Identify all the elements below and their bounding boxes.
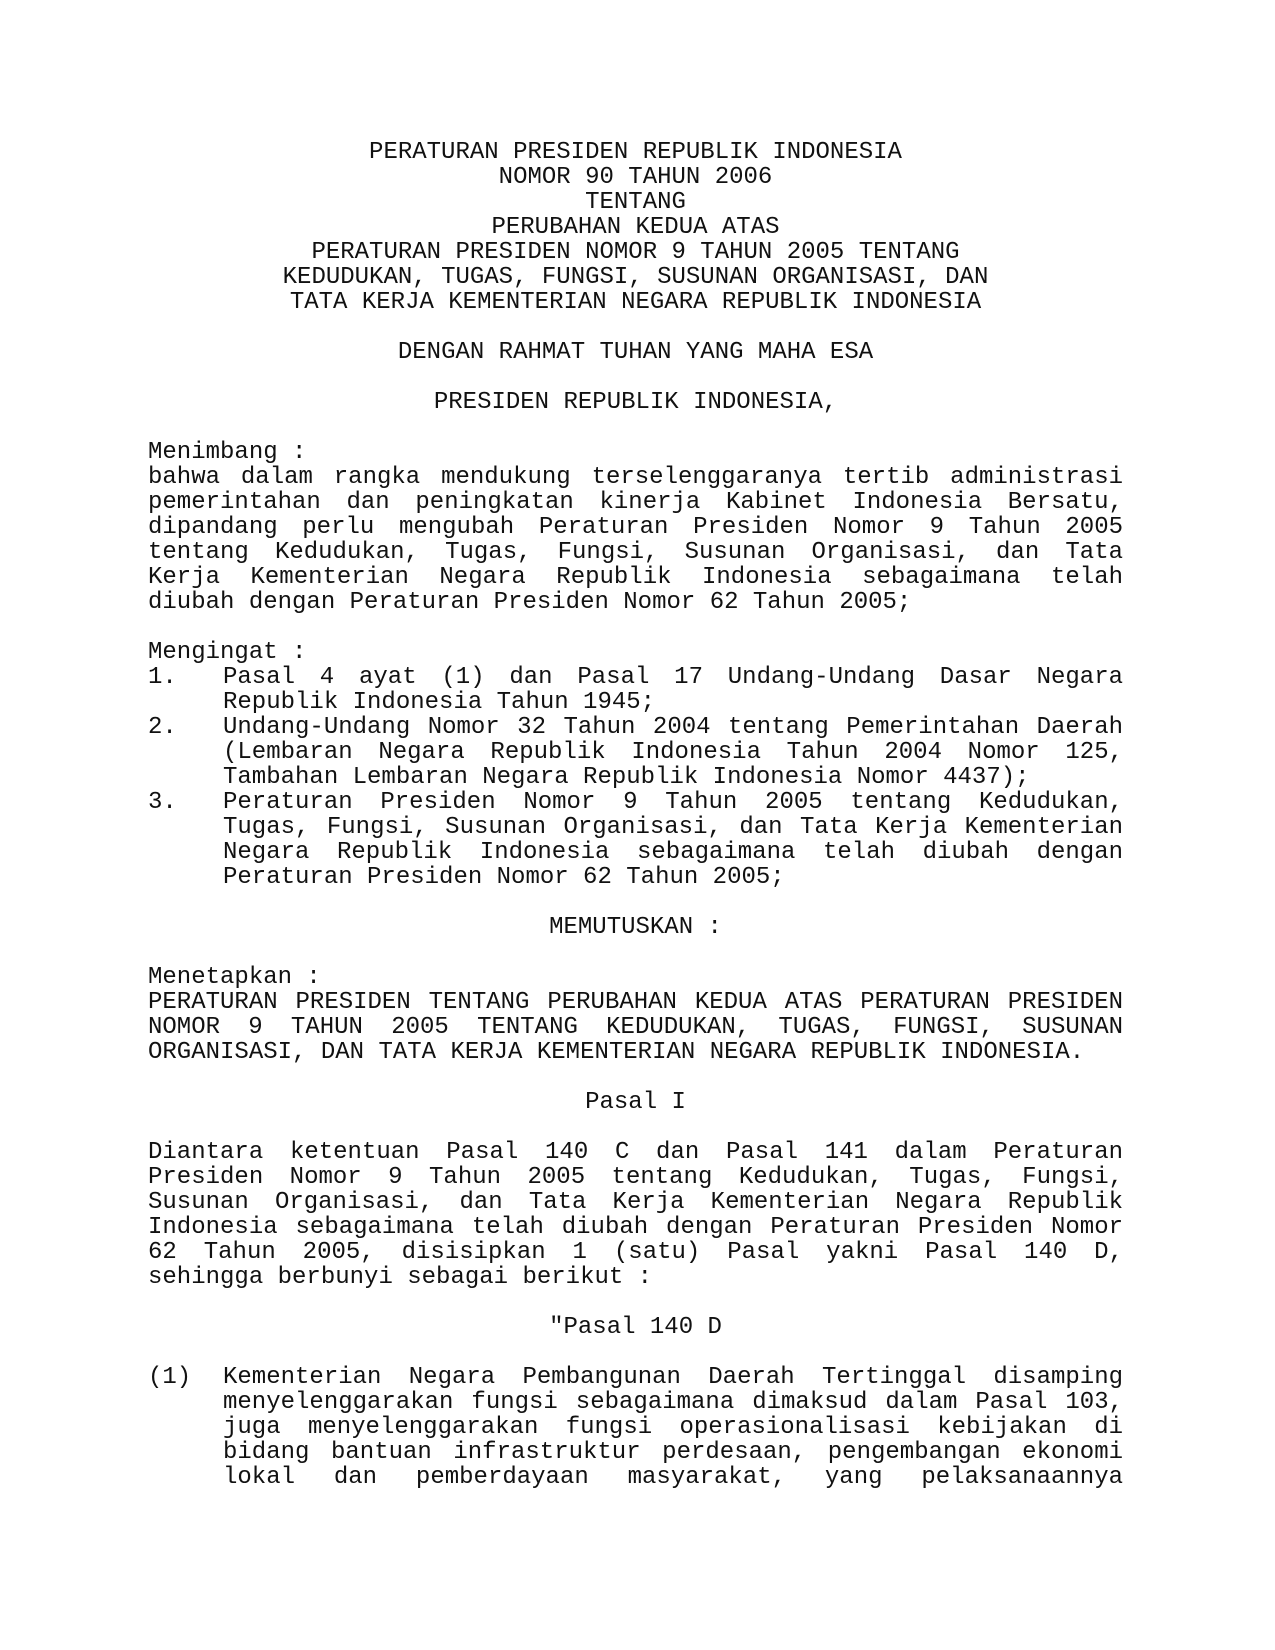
- menetapkan-section: [148, 965, 1123, 1065]
- text-line: Presiden Nomor 9 Tahun 2005 tentang Kedudukan, Tugas, Fungsi,: [148, 1164, 1123, 1191]
- list-item: [148, 790, 1123, 890]
- text-line: Tambahan Lembaran Negara Republik Indonesia Nomor 4437);: [223, 764, 1030, 791]
- list-item: [148, 715, 1123, 790]
- text-line: Indonesia sebagaimana telah diubah dengan Peraturan Presiden Nomor: [148, 1214, 1123, 1241]
- text-line: 62 Tahun 2005, disisipkan 1 (satu) Pasal yakni Pasal 140 D,: [148, 1239, 1123, 1266]
- title-line: KEDUDUKAN, TUGAS, FUNGSI, SUSUNAN ORGANISASI, DAN: [282, 264, 989, 291]
- text-line: pemerintahan dan peningkatan kinerja Kabinet Indonesia Bersatu,: [148, 489, 1123, 516]
- list-item: [148, 665, 1123, 715]
- text-line: Peraturan Presiden Nomor 9 Tahun 2005 tentang Kedudukan,: [223, 789, 1123, 816]
- text-line: Undang-Undang Nomor 32 Tahun 2004 tentang Pemerintahan Daerah: [223, 714, 1123, 741]
- text-line: diubah dengan Peraturan Presiden Nomor 62 Tahun 2005;: [148, 589, 912, 616]
- title-line: PERATURAN PRESIDEN REPUBLIK INDONESIA: [369, 139, 902, 166]
- menimbang-section: [148, 440, 1123, 615]
- pasal-140d-heading: "Pasal 140 D: [549, 1314, 722, 1341]
- list-item-number: 3.: [148, 789, 177, 816]
- text-line: Diantara ketentuan Pasal 140 C dan Pasal 141 dalam Peraturan: [148, 1139, 1123, 1166]
- text-line: Susunan Organisasi, dan Tata Kerja Kementerian Negara Republik: [148, 1189, 1123, 1216]
- title-line: PERUBAHAN KEDUA ATAS: [491, 214, 780, 241]
- text-line: bidang bantuan infrastruktur perdesaan, pengembangan ekonomi: [223, 1439, 1123, 1466]
- mengingat-section: [148, 640, 1123, 890]
- text-line: (Lembaran Negara Republik Indonesia Tahun 2004 Nomor 125,: [223, 739, 1123, 766]
- president-line: PRESIDEN REPUBLIK INDONESIA,: [433, 389, 838, 416]
- text-line: Republik Indonesia Tahun 1945;: [223, 689, 656, 716]
- text-line: Kementerian Negara Pembangunan Daerah Tertinggal disamping: [223, 1364, 1123, 1391]
- title-line: PERATURAN PRESIDEN NOMOR 9 TAHUN 2005 TENTANG: [311, 239, 960, 266]
- text-line: PERATURAN PRESIDEN TENTANG PERUBAHAN KEDUA ATAS PERATURAN PRESIDEN: [148, 989, 1123, 1016]
- menetapkan-text: [148, 990, 1123, 1065]
- menetapkan-label: Menetapkan :: [148, 964, 321, 991]
- document-title: [148, 140, 1123, 315]
- text-line: ORGANISASI, DAN TATA KERJA KEMENTERIAN NEGARA REPUBLIK INDONESIA.: [148, 1039, 1085, 1066]
- list-item-number: 2.: [148, 714, 177, 741]
- list-item: [148, 1365, 1123, 1490]
- blessing-line: DENGAN RAHMAT TUHAN YANG MAHA ESA: [397, 339, 874, 366]
- text-line: Peraturan Presiden Nomor 62 Tahun 2005;: [223, 864, 785, 891]
- text-line: sehingga berbunyi sebagai berikut :: [148, 1264, 653, 1291]
- text-line: Negara Republik Indonesia sebagaimana telah diubah dengan: [223, 839, 1123, 866]
- title-line: TENTANG: [585, 189, 686, 216]
- text-line: lokal dan pemberdayaan masyarakat, yang pelaksanaannya: [223, 1464, 1123, 1491]
- text-line: Kerja Kementerian Negara Republik Indonesia sebagaimana telah: [148, 564, 1123, 591]
- text-line: menyelenggarakan fungsi sebagaimana dimaksud dalam Pasal 103,: [223, 1389, 1123, 1416]
- document-page: [148, 140, 1123, 1490]
- list-item-number: 1.: [148, 664, 177, 691]
- text-line: NOMOR 9 TAHUN 2005 TENTANG KEDUDUKAN, TUGAS, FUNGSI, SUSUNAN: [148, 1014, 1123, 1041]
- title-line: TATA KERJA KEMENTERIAN NEGARA REPUBLIK INDONESIA: [289, 289, 982, 316]
- text-line: dipandang perlu mengubah Peraturan Presiden Nomor 9 Tahun 2005: [148, 514, 1123, 541]
- text-line: juga menyelenggarakan fungsi operasionalisasi kebijakan di: [223, 1414, 1123, 1441]
- pasal-i-heading: Pasal I: [585, 1089, 686, 1116]
- pasal-i-text: [148, 1140, 1123, 1290]
- text-line: Tugas, Fungsi, Susunan Organisasi, dan Tata Kerja Kementerian: [223, 814, 1123, 841]
- menimbang-label: Menimbang :: [148, 439, 307, 466]
- text-line: tentang Kedudukan, Tugas, Fungsi, Susunan Organisasi, dan Tata: [148, 539, 1123, 566]
- memutuskan-heading: MEMUTUSKAN :: [549, 914, 722, 941]
- list-item-number: (1): [148, 1364, 192, 1391]
- text-line: Pasal 4 ayat (1) dan Pasal 17 Undang-Undang Dasar Negara: [223, 664, 1123, 691]
- menimbang-text: [148, 465, 1123, 615]
- title-line: NOMOR 90 TAHUN 2006: [498, 164, 773, 191]
- text-line: bahwa dalam rangka mendukung terselenggaranya tertib administrasi: [148, 464, 1123, 491]
- mengingat-label: Mengingat :: [148, 639, 307, 666]
